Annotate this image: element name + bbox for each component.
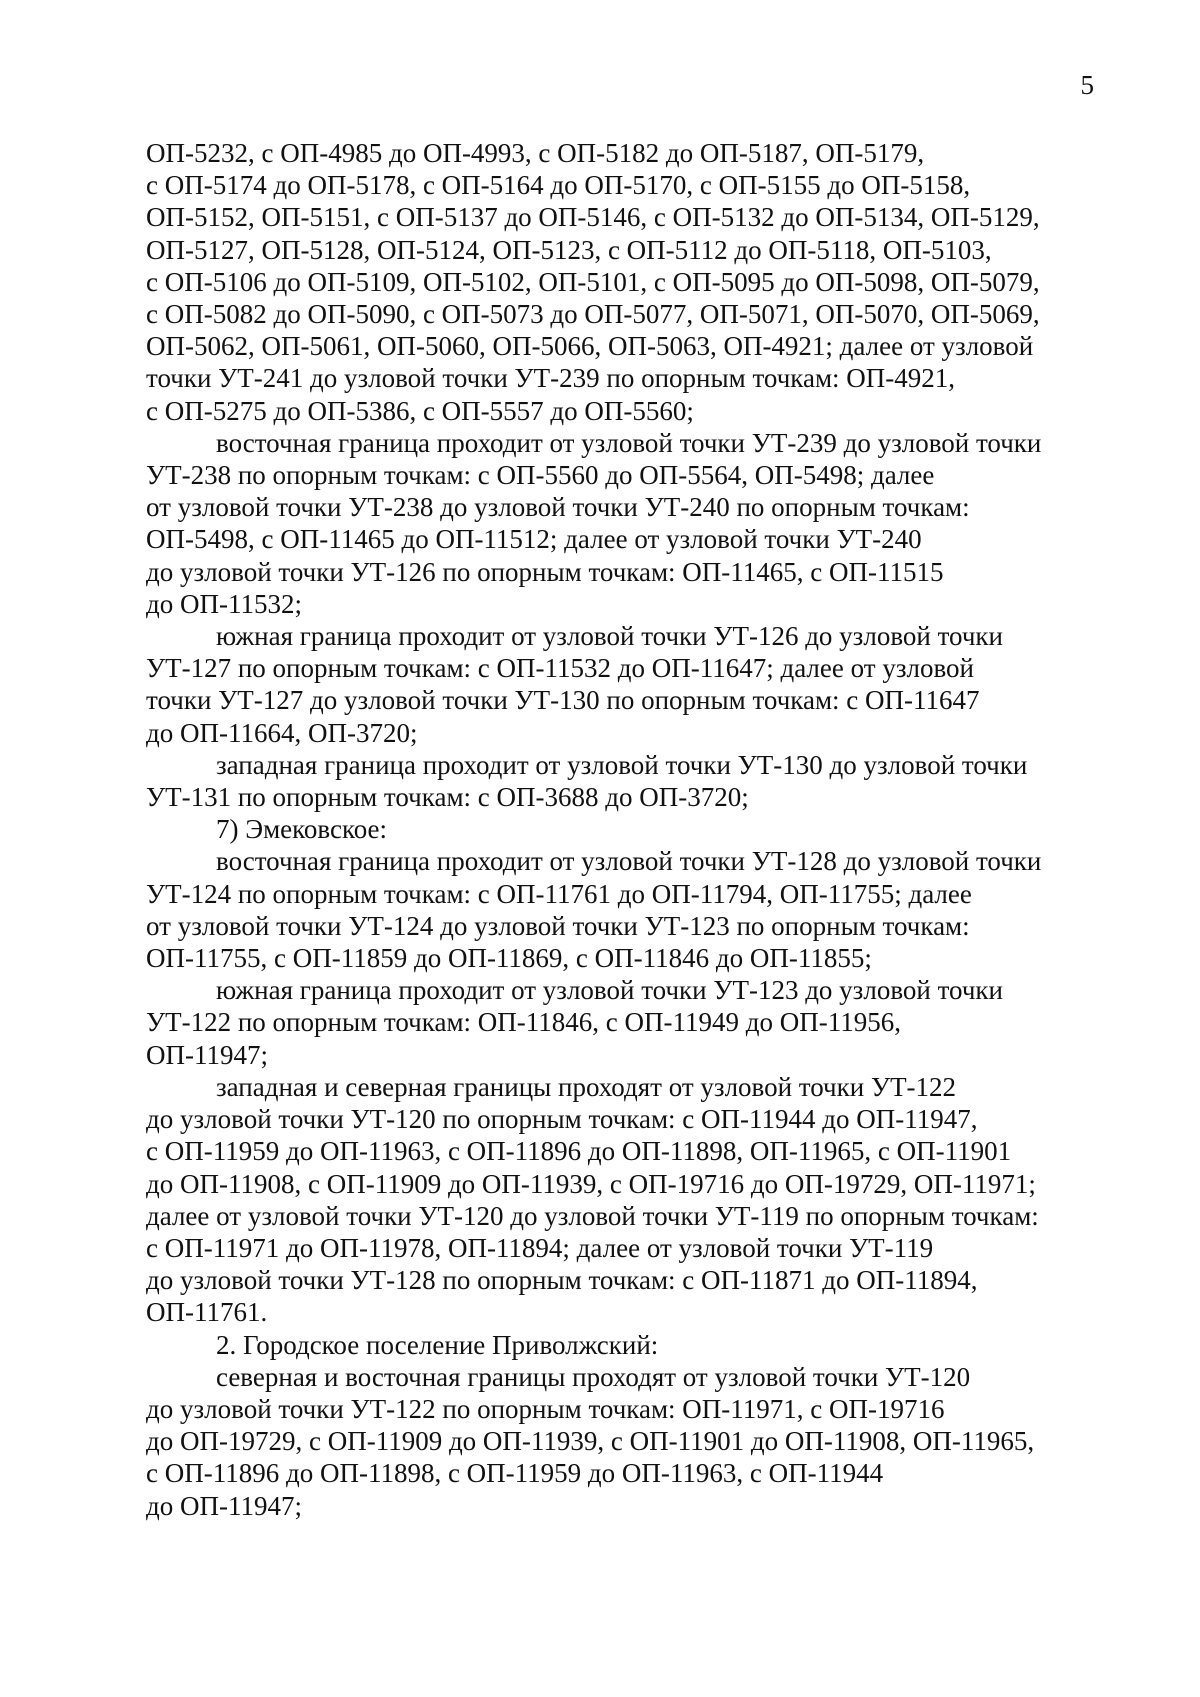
document-body <box>146 137 1088 1522</box>
paragraph-continuation: ОП-5232, с ОП-4985 до ОП-4993, с ОП-5182 до ОП-5187, ОП-5179, с ОП-5174 до ОП-5178, с ОП-5164 до ОП-5170, с ОП-5155 до ОП-5158, ОП-5152, ОП-5151, с ОП-5137 до ОП-5146, с ОП-5132 до ОП-5134, ОП-5129, ОП-5127, ОП-5128, ОП-5124, ОП-5123, с ОП-5112 до ОП-5118, ОП-5103, с ОП-5106 до ОП-5109, ОП-5102, ОП-5101, с ОП-5095 до ОП-5098, ОП-5079, с ОП-5082 до ОП-5090, с ОП-5073 до ОП-5077, ОП-5071, ОП-5070, ОП-5069, ОП-5062, ОП-5061, ОП-5060, ОП-5066, ОП-5063, ОП-4921; далее от узловой точки УТ-241 до узловой точки УТ-239 по опорным точкам: ОП-4921, с ОП-5275 до ОП-5386, с ОП-5557 до ОП-5560; <box>146 138 1040 426</box>
paragraph-west-border: западная граница проходит от узловой точки УТ-130 до узловой точки УТ-131 по опорным точкам: с ОП-3688 до ОП-3720; <box>146 749 1028 813</box>
paragraph-privolzhsky-north-east-border: северная и восточная границы проходят от узловой точки УТ-120 до узловой точки УТ-122 по опорным точкам: ОП-11971, с ОП-19716 до ОП-19729, с ОП-11909 до ОП-11939, с ОП-11901 до ОП-11908, ОП-11965, с ОП-11896 до ОП-11898, с ОП-11959 до ОП-11963, с ОП-11944 до ОП-11947; <box>146 1361 1035 1521</box>
page-number: 5 <box>1080 70 1094 100</box>
paragraph-south-border: южная граница проходит от узловой точки УТ-126 до узловой точки УТ-127 по опорным точкам: с ОП-11532 до ОП-11647; далее от узловой точки УТ-127 до узловой точки УТ-130 по опорным точкам: с ОП-11647 до ОП-11664, ОП-3720; <box>146 621 1003 748</box>
paragraph-emekovskoe-west-north-border: западная и северная границы проходят от узловой точки УТ-122 до узловой точки УТ-120 по опорным точкам: с ОП-11944 до ОП-11947, с ОП-11959 до ОП-11963, с ОП-11896 до ОП-11898, ОП-11965, с ОП-11901 до ОП-11908, с ОП-11909 до ОП-11939, с ОП-19716 до ОП-19729, ОП-11971; далее от узловой точки УТ-120 до узловой точки УТ-119 по опорным точкам: с ОП-11971 до ОП-11978, ОП-11894; далее от узловой точки УТ-119 до узловой точки УТ-128 по опорным точкам: с ОП-11871 до ОП-11894, ОП-11761. <box>146 1071 1039 1328</box>
section-heading-emekovskoe: 7) Эмековское: <box>216 814 388 845</box>
paragraph-emekovskoe-south-border: южная граница проходит от узловой точки УТ-123 до узловой точки УТ-122 по опорным точкам: ОП-11846, с ОП-11949 до ОП-11956, ОП-11947; <box>146 975 1003 1070</box>
paragraph-emekovskoe-east-border: восточная граница проходит от узловой точки УТ-128 до узловой точки УТ-124 по опорным точкам: с ОП-11761 до ОП-11794, ОП-11755; далее от узловой точки УТ-124 до узловой точки УТ-123 по опорным точкам: ОП-11755, с ОП-11859 до ОП-11869, с ОП-11846 до ОП-11855; <box>146 846 1042 974</box>
paragraph-east-border: восточная граница проходит от узловой точки УТ-239 до узловой точки УТ-238 по опорным точкам: с ОП-5560 до ОП-5564, ОП-5498; далее от узловой точки УТ-238 до узловой точки УТ-240 по опорным точкам: ОП-5498, с ОП-11465 до ОП-11512; далее от узловой точки УТ-240 до узловой точки УТ-126 по опорным точкам: ОП-11465, с ОП-11515 до ОП-11532; <box>146 427 1042 619</box>
section-heading-privolzhsky: 2. Городское поселение Приволжский: <box>216 1329 659 1360</box>
